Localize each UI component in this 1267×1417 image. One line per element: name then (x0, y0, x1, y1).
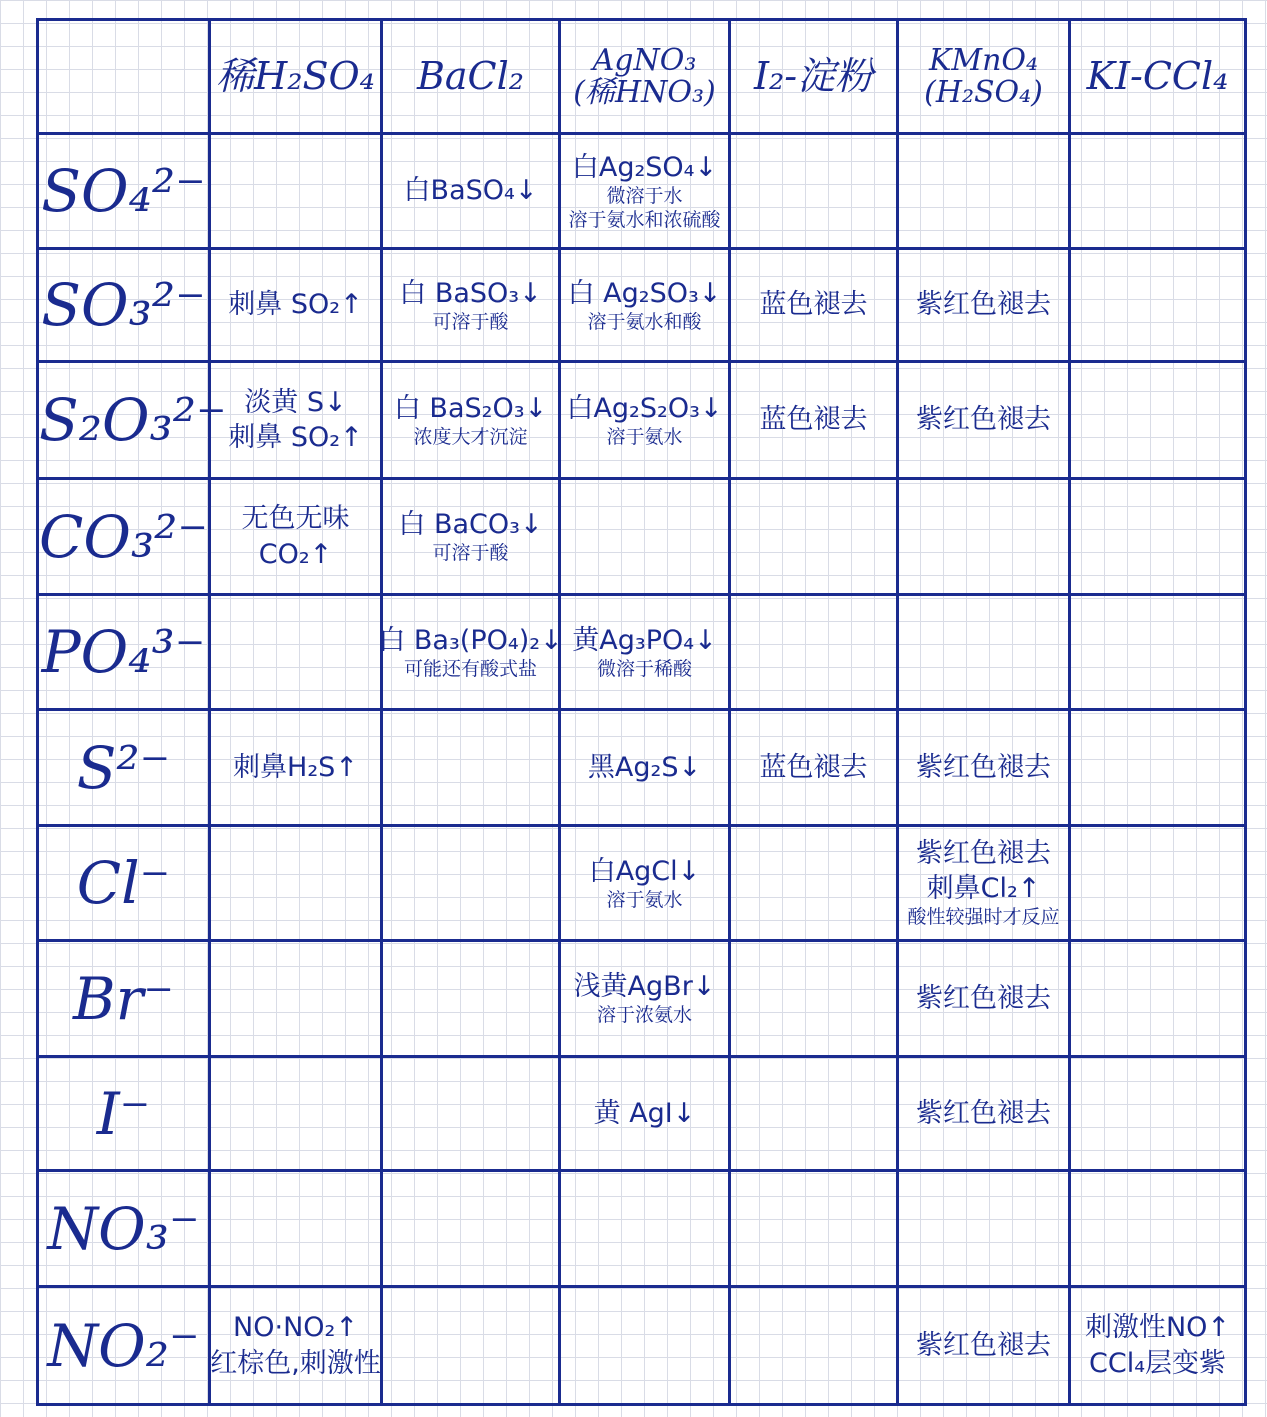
result-cell (1070, 941, 1246, 1057)
result-cell (898, 941, 1070, 1057)
ion-cell (38, 826, 210, 941)
result-cell (898, 362, 1070, 479)
column-header-label: 稀H₂SO₄ (216, 53, 375, 98)
column-header (382, 20, 560, 134)
result-content (731, 750, 896, 785)
result-cell (898, 249, 1070, 362)
result-cell (382, 1171, 560, 1287)
result-content (211, 287, 380, 322)
result-content (899, 287, 1068, 322)
observation-text: 蓝色褪去 (759, 404, 868, 436)
result-content (383, 391, 558, 450)
observation-note: 溶于氨水 (606, 888, 683, 911)
result-cell (560, 826, 730, 941)
result-content (211, 1310, 380, 1380)
result-content (1071, 1310, 1244, 1380)
result-cell (730, 941, 898, 1057)
observation-text: 浅黄AgBr↓ (573, 971, 716, 1003)
result-cell (210, 1057, 382, 1171)
result-cell (730, 710, 898, 826)
result-cell (1070, 1287, 1246, 1405)
column-header (1070, 20, 1246, 134)
observation-note: 溶于氨水 (606, 425, 683, 448)
result-cell (1070, 362, 1246, 479)
result-content (561, 276, 728, 335)
observation-note: 微溶于稀酸 (596, 657, 692, 680)
result-content (899, 836, 1068, 930)
ion-row (38, 595, 1246, 710)
observation-note: 溶于浓氨水 (596, 1004, 692, 1027)
observation-note: 溶于氨水和酸 (587, 310, 702, 333)
ion-row (38, 1057, 1246, 1171)
ion-cell (38, 134, 210, 249)
observation-text: 白 BaSO₃↓ (399, 277, 542, 309)
ion-label: NO₃⁻ (47, 1194, 200, 1263)
result-content (899, 1328, 1068, 1363)
result-cell (1070, 1057, 1246, 1171)
ion-cell (38, 1171, 210, 1287)
ion-label: Br⁻ (73, 964, 174, 1033)
observation-text: 白 BaCO₃↓ (398, 509, 543, 541)
observation-text: 紫红色褪去 (916, 838, 1051, 870)
result-cell (210, 595, 382, 710)
result-cell (560, 479, 730, 595)
result-cell (730, 826, 898, 941)
column-header (898, 20, 1070, 134)
observation-note: 酸性较强时才反应 (907, 906, 1060, 929)
ion-cell (38, 1057, 210, 1171)
result-cell (210, 1171, 382, 1287)
ion-cell (38, 362, 227, 479)
ion-test-table (36, 18, 1247, 1406)
observation-note: 微溶于水 (606, 184, 683, 207)
ion-row (38, 362, 1246, 479)
result-cell (210, 826, 382, 941)
result-cell (898, 595, 1070, 710)
result-content (899, 750, 1068, 785)
result-cell (1070, 595, 1246, 710)
result-content (211, 385, 380, 455)
observation-text: 黑Ag₂S↓ (587, 751, 702, 783)
column-header-label: KI-CCl₄ (1086, 53, 1229, 98)
observation-text: 紫红色褪去 (916, 751, 1051, 783)
result-content (211, 501, 380, 571)
result-cell (730, 595, 898, 710)
observation-text: 白AgCl↓ (588, 855, 701, 887)
result-content (899, 402, 1068, 437)
observation-text: 黄Ag₃PO₄↓ (572, 624, 717, 656)
result-cell (210, 479, 382, 595)
ion-label: SO₃²⁻ (41, 271, 206, 339)
result-cell (730, 479, 898, 595)
result-cell (1070, 249, 1246, 362)
result-cell (210, 1287, 382, 1405)
result-cell (560, 1057, 730, 1171)
result-content (383, 276, 558, 335)
result-cell (730, 1287, 898, 1405)
observation-text: 白 Ba₃(PO₄)₂↓ (378, 624, 563, 656)
observation-text: 白Ag₂S₂O₃↓ (566, 392, 723, 424)
observation-text: 紫红色褪去 (916, 982, 1051, 1014)
result-cell (560, 1171, 730, 1287)
result-cell (382, 710, 560, 826)
result-content (383, 507, 558, 566)
result-cell (560, 362, 730, 479)
ion-label: CO₃²⁻ (39, 502, 209, 571)
result-cell (898, 1057, 1070, 1171)
result-cell (1070, 134, 1246, 249)
result-cell (382, 1057, 560, 1171)
result-cell (210, 941, 382, 1057)
ion-label: SO₄²⁻ (41, 157, 206, 225)
result-content (561, 150, 728, 233)
observation-text: 红棕色,刺激性 (210, 1347, 381, 1379)
ion-cell (38, 479, 210, 595)
column-header (560, 20, 730, 134)
result-cell (1070, 479, 1246, 595)
result-content (899, 1096, 1068, 1131)
observation-text: 白 BaS₂O₃↓ (393, 392, 548, 424)
column-header-label: KMnO₄ (928, 43, 1039, 78)
observation-text: 刺激性NO↑ (1084, 1312, 1231, 1344)
column-header (210, 20, 382, 134)
ion-row (38, 249, 1246, 362)
result-cell (382, 134, 560, 249)
observation-text: 紫红色褪去 (916, 289, 1051, 321)
column-header-label: BaCl₂ (416, 53, 525, 98)
observation-text: 白 Ag₂SO₃↓ (567, 277, 722, 309)
result-cell (560, 710, 730, 826)
result-cell (382, 249, 560, 362)
result-cell (382, 826, 560, 941)
result-cell (730, 249, 898, 362)
column-header-sublabel: (H₂SO₄) (924, 74, 1043, 110)
observation-note: 可溶于酸 (432, 542, 509, 565)
ion-label: Cl⁻ (76, 849, 171, 917)
observation-text: 紫红色褪去 (916, 1329, 1051, 1361)
result-cell (382, 362, 560, 479)
observation-note: 可能还有酸式盐 (403, 657, 537, 680)
result-cell (560, 595, 730, 710)
column-header-label: AgNO₃ (592, 43, 697, 78)
observation-text: NO·NO₂↑ (233, 1312, 358, 1344)
result-content (378, 623, 563, 682)
result-cell (898, 134, 1070, 249)
result-content (561, 391, 728, 450)
observation-text: 淡黄 S↓ (244, 386, 347, 418)
observation-text: 刺鼻Cl₂↑ (926, 873, 1041, 905)
ion-cell (38, 941, 210, 1057)
result-cell (898, 1287, 1070, 1405)
result-content (561, 750, 728, 785)
ion-row (38, 479, 1246, 595)
column-header (730, 20, 898, 134)
ion-cell (38, 710, 210, 826)
result-cell (560, 1287, 730, 1405)
ion-row (38, 134, 1246, 249)
result-content (383, 173, 558, 208)
result-cell (382, 1287, 560, 1405)
result-cell (730, 1057, 898, 1171)
result-cell (730, 134, 898, 249)
result-cell (1070, 710, 1246, 826)
result-cell (210, 249, 382, 362)
result-content (561, 1096, 728, 1131)
ion-label: I⁻ (96, 1079, 151, 1148)
result-cell (560, 941, 730, 1057)
ion-cell (38, 595, 210, 710)
observation-text: 刺鼻H₂S↑ (233, 751, 358, 783)
observation-note: 可溶于酸 (432, 310, 509, 333)
observation-text: CCl₄层变紫 (1088, 1347, 1227, 1379)
result-cell (1070, 1171, 1246, 1287)
column-header-label: I₂-淀粉 (753, 53, 874, 98)
result-cell (898, 1171, 1070, 1287)
result-cell (1070, 826, 1246, 941)
result-cell (730, 1171, 898, 1287)
ion-label: S₂O₃²⁻ (39, 386, 227, 454)
result-cell (210, 134, 382, 249)
result-cell (560, 249, 730, 362)
observation-text: 白Ag₂SO₄↓ (571, 151, 718, 183)
ion-cell (38, 1287, 210, 1405)
observation-note: 溶于氨水和浓硫酸 (568, 208, 721, 231)
observation-text: 黄 AgI↓ (593, 1097, 696, 1129)
observation-text: 紫红色褪去 (916, 404, 1051, 436)
result-content (561, 969, 728, 1028)
result-cell (378, 595, 563, 710)
result-content (211, 750, 380, 785)
observation-text: 无色无味 (241, 503, 350, 535)
result-cell (560, 134, 730, 249)
observation-text: 刺鼻 SO₂↑ (228, 289, 363, 321)
ion-row (38, 941, 1246, 1057)
ion-row (38, 826, 1246, 941)
ion-label: S²⁻ (76, 733, 171, 802)
ion-cell (38, 249, 210, 362)
result-content (561, 854, 728, 913)
result-content (731, 402, 896, 437)
column-header-sublabel: (稀HNO₃) (573, 74, 716, 110)
corner-cell (38, 20, 210, 134)
result-content (561, 623, 728, 682)
ion-label: NO₂⁻ (47, 1311, 200, 1380)
result-content (731, 287, 896, 322)
header-row (38, 20, 1246, 134)
observation-text: CO₂↑ (258, 538, 333, 570)
result-cell (382, 479, 560, 595)
result-cell (382, 941, 560, 1057)
result-cell (210, 362, 382, 479)
result-cell (730, 362, 898, 479)
observation-note: 浓度大才沉淀 (413, 425, 528, 448)
ion-row (38, 1287, 1246, 1405)
ion-row (38, 710, 1246, 826)
result-cell (898, 710, 1070, 826)
result-cell (210, 710, 382, 826)
result-cell (898, 826, 1070, 941)
ion-label: PO₄³⁻ (41, 618, 206, 686)
ion-row (38, 1171, 1246, 1287)
observation-text: 紫红色褪去 (916, 1097, 1051, 1129)
result-cell (898, 479, 1070, 595)
observation-text: 刺鼻 SO₂↑ (228, 422, 363, 453)
observation-text: 蓝色褪去 (759, 751, 868, 783)
result-content (899, 981, 1068, 1016)
observation-text: 白BaSO₄↓ (403, 175, 538, 207)
observation-text: 蓝色褪去 (759, 289, 868, 321)
